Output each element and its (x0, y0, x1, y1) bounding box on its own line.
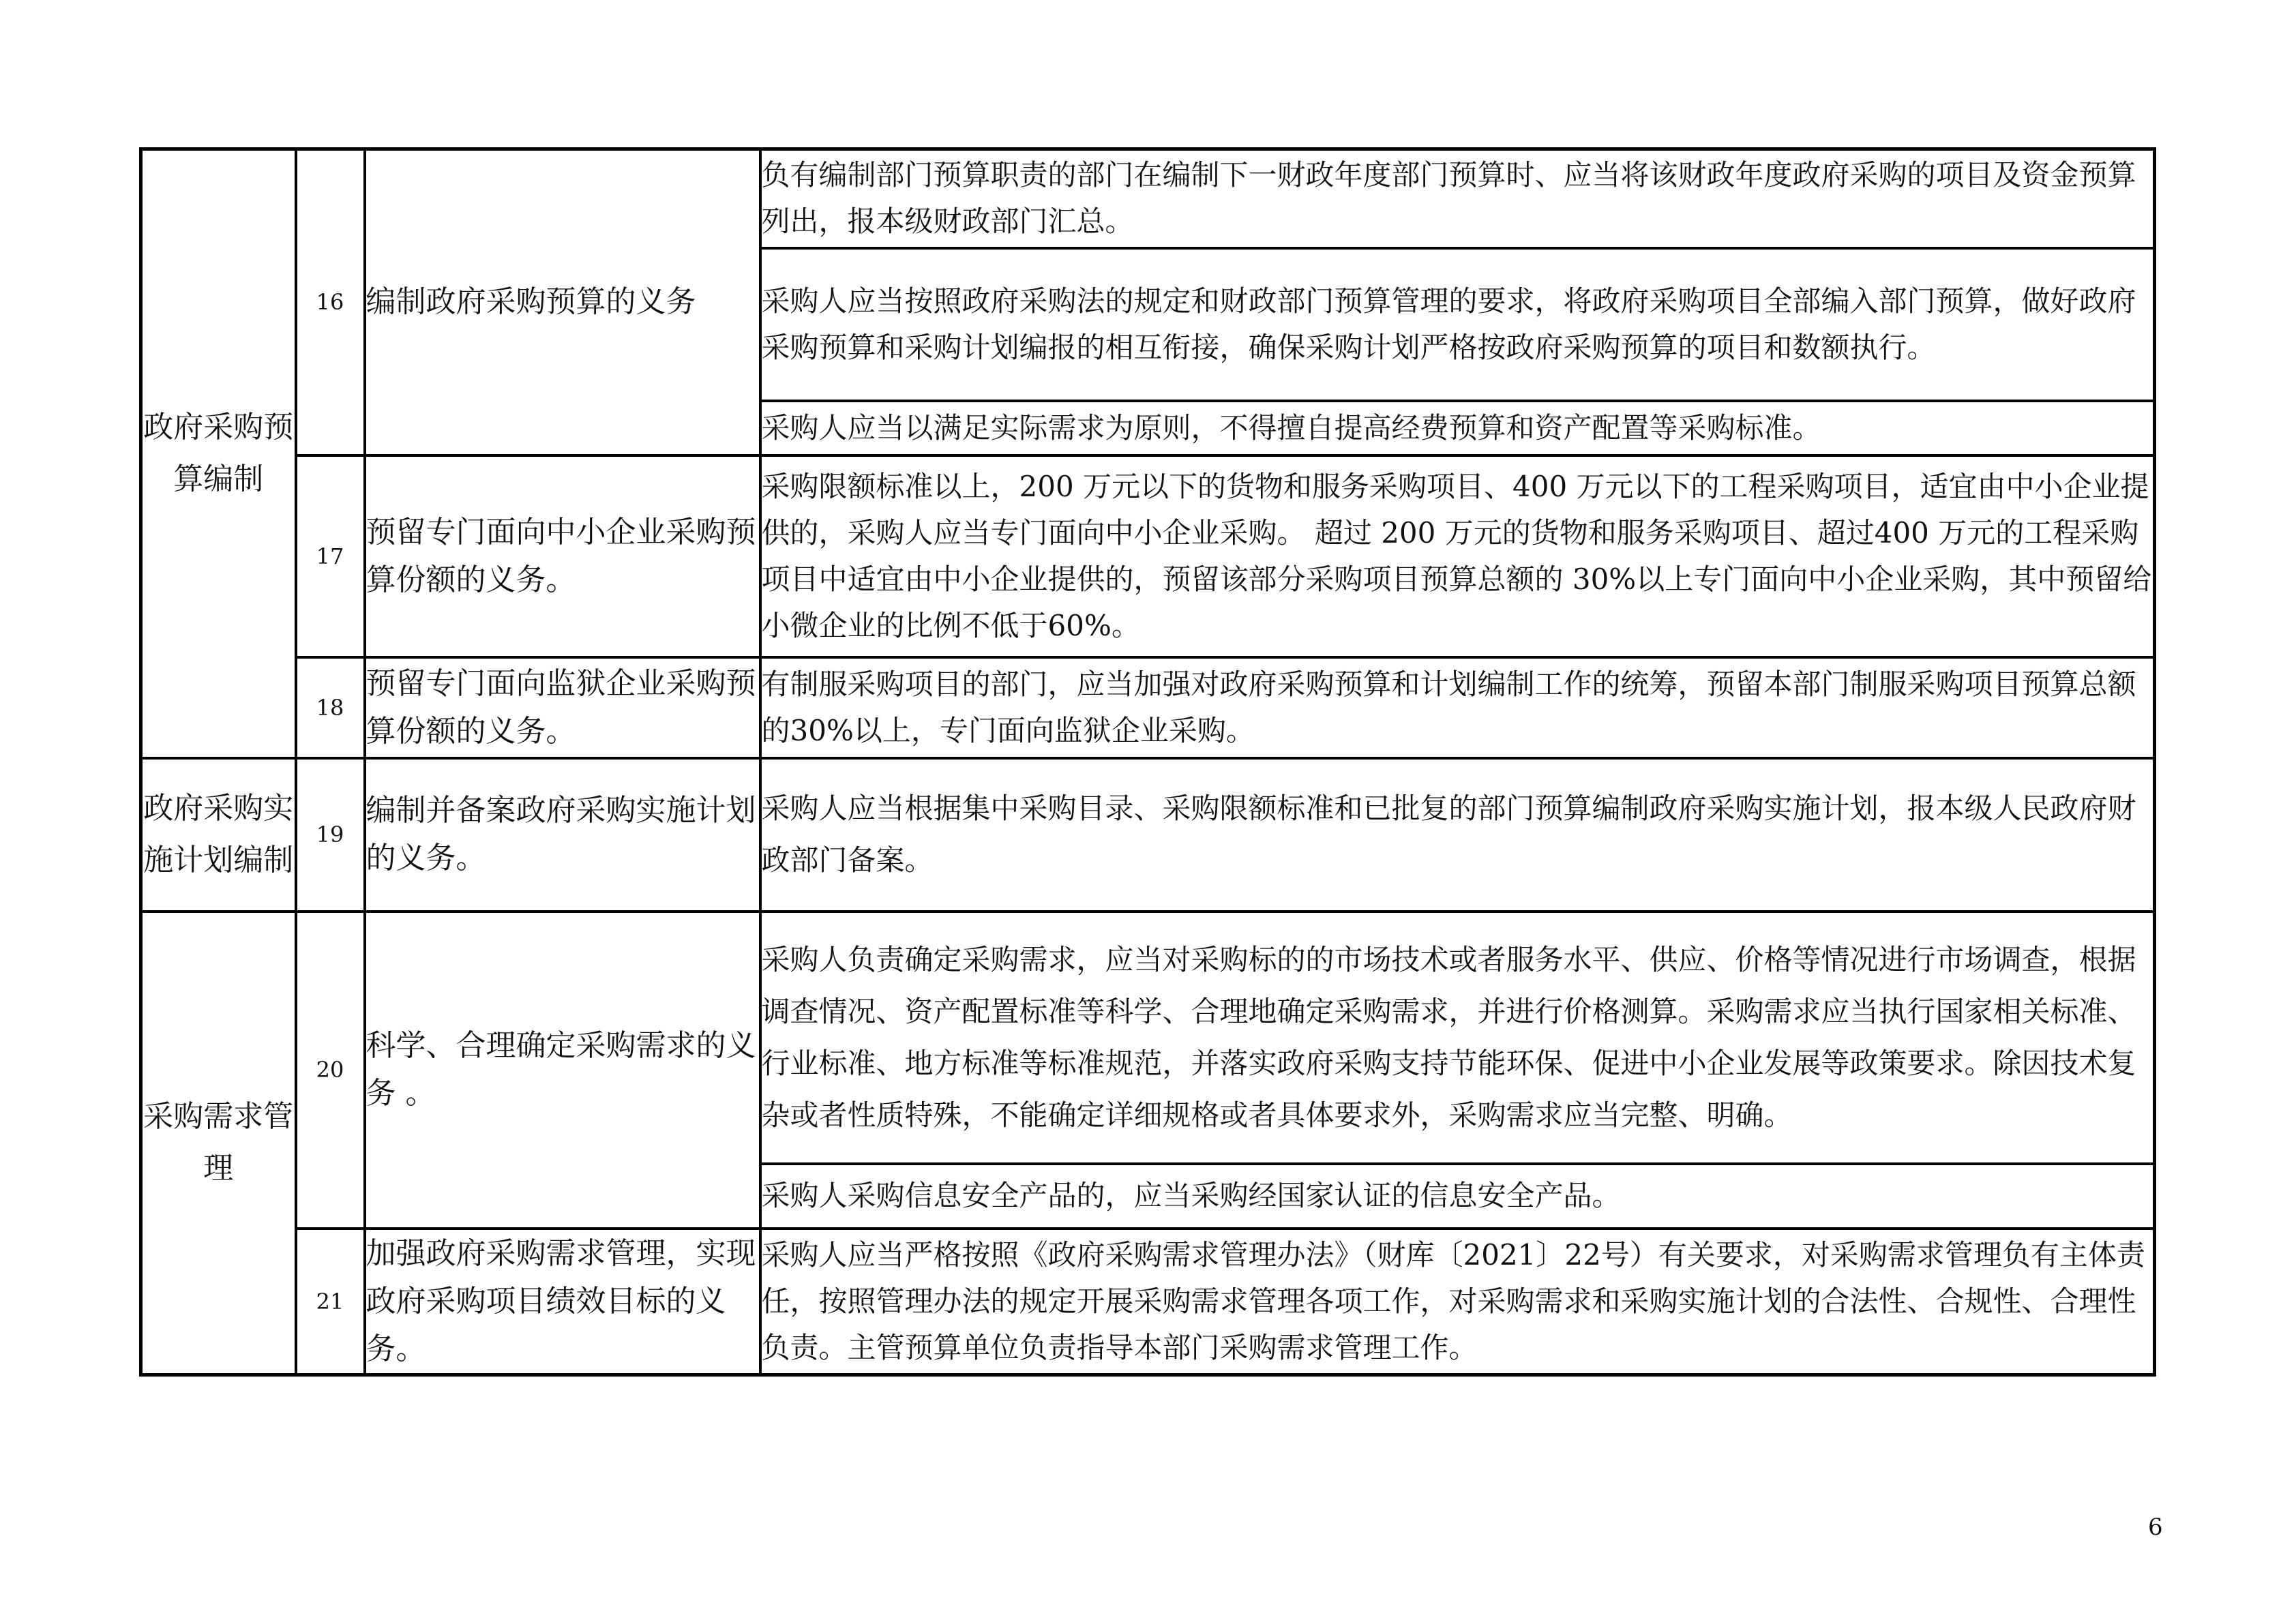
page-number: 6 (2148, 1514, 2163, 1541)
table-row (141, 912, 2155, 1164)
obligation-cell: 科学、合理确定采购需求的义 务 。 (365, 912, 760, 1229)
requirement-cell: 负有编制部门预算职责的部门在编制下一财政年度部门预算时、应当将该财政年度政府采购的项目及资金预算列出，报本级财政部门汇总。 (760, 149, 2155, 248)
obligation-cell: 预留专门面向监狱企业采购预算份额的义务。 (365, 657, 760, 758)
row-number: 17 (296, 455, 365, 657)
category-budget: 政府采购预算编制 (141, 149, 296, 758)
requirement-cell: 采购限额标准以上，200 万元以下的货物和服务采购项目、400 万元以下的工程采购项目，适宜由中小企业提供的，采购人应当专门面向中小企业采购。 超过 200 万元的货物和服务采购项目、超过400 万元的工程采购项目中适宜由中小企业提供的，预留该部分采购项目预算总额的 30%以上专门面向中小企业采购，其中预留给小微企业的比例不低于60%。 (760, 455, 2155, 657)
obligation-cell: 预留专门面向中小企业采购预算份额的义务。 (365, 455, 760, 657)
row-number: 21 (296, 1229, 365, 1375)
table-row (141, 455, 2155, 657)
requirement-cell: 采购人应当严格按照《政府采购需求管理办法》（财库〔2021〕22号）有关要求，对采购需求管理负有主体责任，按照管理办法的规定开展采购需求管理各项工作，对采购需求和采购实施计划的合法性、合规性、合理性负责。主管预算单位负责指导本部门采购需求管理工作。 (760, 1229, 2155, 1375)
requirement-cell: 采购人应当按照政府采购法的规定和财政部门预算管理的要求，将政府采购项目全部编入部门预算，做好政府采购预算和采购计划编报的相互衔接，确保采购计划严格按政府采购预算的项目和数额执行。 (760, 248, 2155, 401)
table-row (141, 657, 2155, 758)
obligations-table (139, 147, 2156, 1377)
table-row (141, 1229, 2155, 1375)
obligation-cell: 加强政府采购需求管理，实现政府采购项目绩效目标的义务。 (365, 1229, 760, 1375)
category-demand: 采购需求管理 (141, 912, 296, 1375)
requirement-cell: 采购人应当根据集中采购目录、采购限额标准和已批复的部门预算编制政府采购实施计划，报本级人民政府财政部门备案。 (760, 758, 2155, 912)
category-plan: 政府采购实施计划编制 (141, 758, 296, 912)
obligation-cell: 编制政府采购预算的义务 (365, 149, 760, 455)
requirement-cell: 有制服采购项目的部门，应当加强对政府采购预算和计划编制工作的统筹，预留本部门制服采购项目预算总额的30%以上，专门面向监狱企业采购。 (760, 657, 2155, 758)
row-number: 16 (296, 149, 365, 455)
requirement-cell: 采购人采购信息安全产品的，应当采购经国家认证的信息安全产品。 (760, 1164, 2155, 1229)
table-row (141, 149, 2155, 248)
requirement-cell: 采购人应当以满足实际需求为原则，不得擅自提高经费预算和资产配置等采购标准。 (760, 401, 2155, 455)
table-row (141, 758, 2155, 912)
row-number: 20 (296, 912, 365, 1229)
obligation-cell: 编制并备案政府采购实施计划的义务。 (365, 758, 760, 912)
row-number: 19 (296, 758, 365, 912)
row-number: 18 (296, 657, 365, 758)
requirement-cell: 采购人负责确定采购需求，应当对采购标的的市场技术或者服务水平、供应、价格等情况进行市场调查，根据调查情况、资产配置标准等科学、合理地确定采购需求，并进行价格测算。采购需求应当执行国家相关标准、行业标准、地方标准等标准规范，并落实政府采购支持节能环保、促进中小企业发展等政策要求。除因技术复杂或者性质特殊，不能确定详细规格或者具体要求外，采购需求应当完整、明确。 (760, 912, 2155, 1164)
